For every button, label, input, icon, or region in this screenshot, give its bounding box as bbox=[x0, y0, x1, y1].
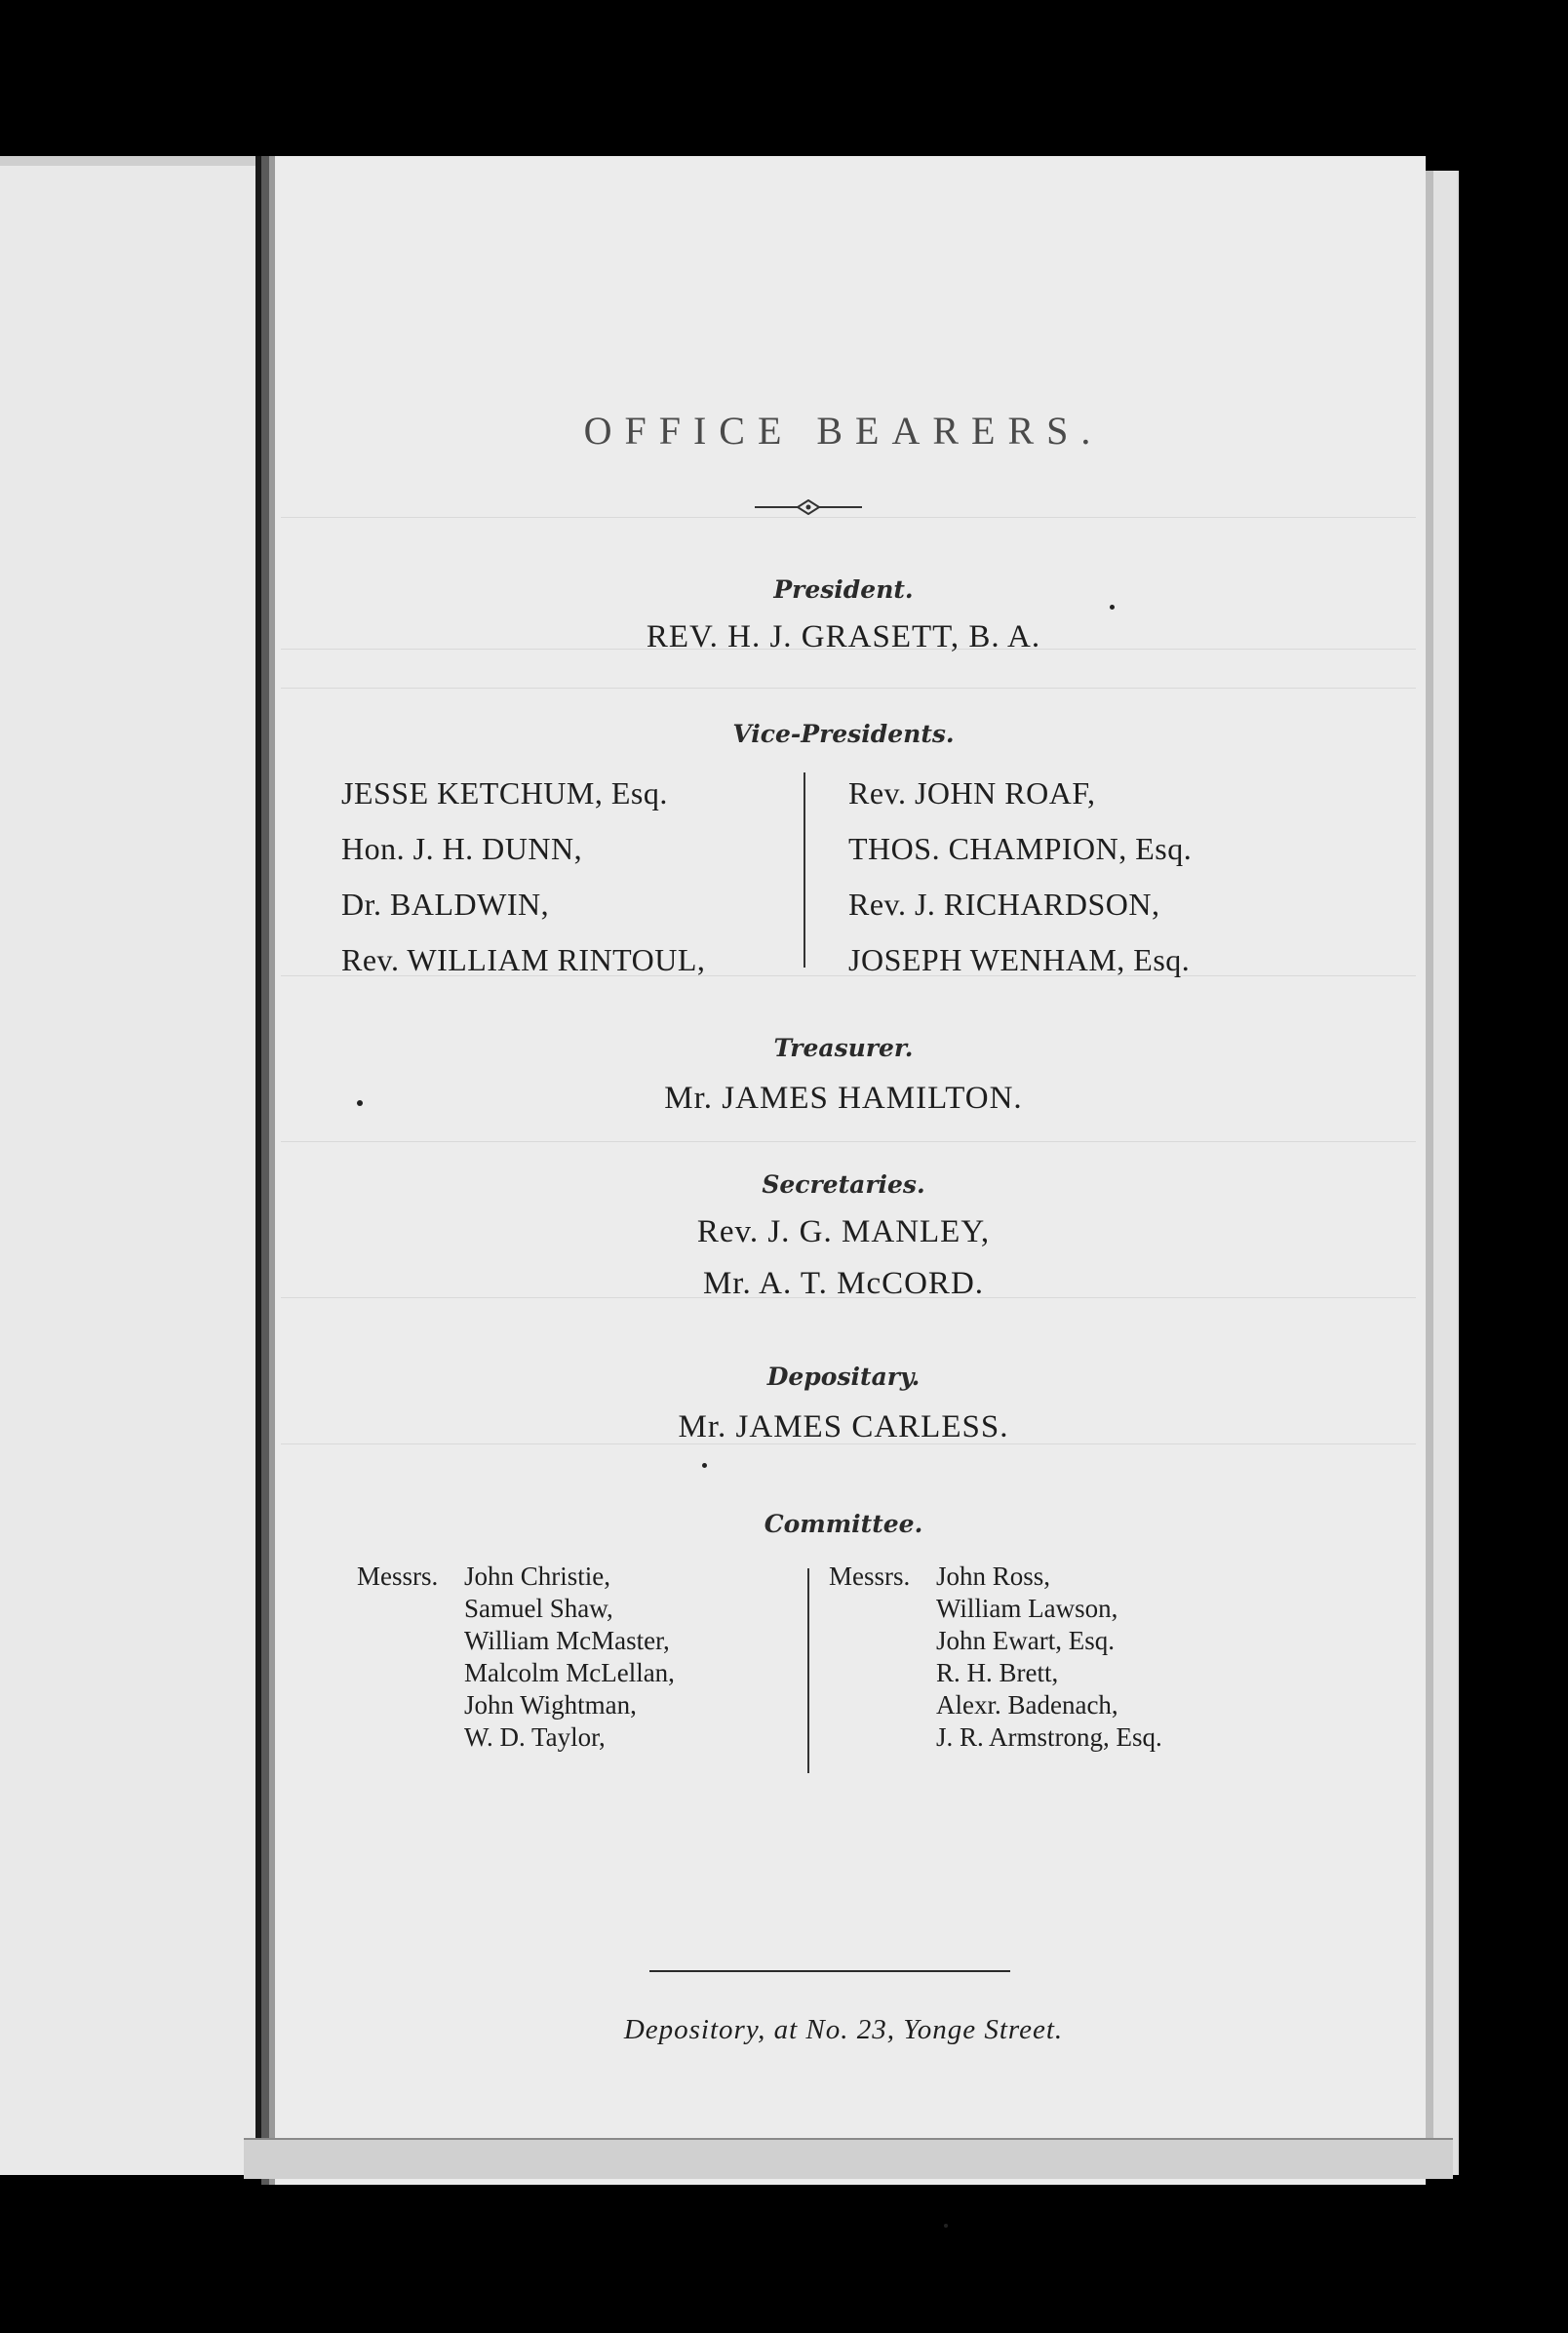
secretary-name: Mr. A. T. McCORD. bbox=[702, 1266, 985, 1301]
committee-label: Committee. bbox=[764, 1510, 923, 1538]
depositary-label: Depositary. bbox=[766, 1363, 921, 1391]
secretary-name: Rev. J. G. MANLEY, bbox=[696, 1214, 991, 1249]
committee-member: R. H. Brett, bbox=[936, 1658, 1059, 1687]
committee-divider bbox=[807, 1568, 809, 1773]
ornament-divider-icon bbox=[755, 499, 862, 515]
page-stack-edge-highlight bbox=[1433, 171, 1457, 2175]
print-speck bbox=[1110, 605, 1115, 610]
vice-president-name: Rev. WILLIAM RINTOUL, bbox=[341, 942, 706, 977]
committee-member: J. R. Armstrong, Esq. bbox=[936, 1722, 1162, 1752]
print-speck bbox=[702, 1463, 707, 1468]
print-speck bbox=[944, 2224, 948, 2228]
vice-president-name: JOSEPH WENHAM, Esq. bbox=[848, 942, 1191, 977]
committee-prefix: Messrs. bbox=[357, 1562, 439, 1591]
left-page-fragment bbox=[0, 156, 261, 2175]
vice-presidents-right-column bbox=[848, 766, 1192, 988]
vice-president-name: Hon. J. H. DUNN, bbox=[341, 831, 583, 866]
committee-prefix: Messrs. bbox=[829, 1562, 911, 1591]
committee-member: William Lawson, bbox=[936, 1594, 1118, 1623]
paper-line bbox=[281, 517, 1416, 518]
committee-member: John Christie, bbox=[464, 1562, 611, 1591]
committee-right-block bbox=[829, 1561, 1268, 1775]
committee-right-names bbox=[936, 1561, 1162, 1754]
left-page-top-edge bbox=[0, 156, 255, 166]
committee-member: John Ross, bbox=[936, 1562, 1051, 1591]
depositary-name: Mr. JAMES CARLESS. bbox=[678, 1409, 1009, 1444]
vice-presidents-label: Vice-Presidents. bbox=[732, 720, 955, 748]
page-heading: OFFICE BEARERS. bbox=[583, 409, 1104, 453]
vice-president-name: THOS. CHAMPION, Esq. bbox=[848, 831, 1193, 866]
vice-president-name: Rev. JOHN ROAF, bbox=[848, 775, 1096, 811]
committee-left-block bbox=[357, 1561, 786, 1775]
committee-left-names bbox=[464, 1561, 675, 1754]
committee-member: Samuel Shaw, bbox=[464, 1594, 613, 1623]
committee-member: Alexr. Badenach, bbox=[936, 1690, 1118, 1720]
secretaries-label: Secretaries. bbox=[762, 1170, 925, 1199]
paper-line bbox=[281, 688, 1416, 689]
footer-text: Depository, at No. 23, Yonge Street. bbox=[623, 2014, 1064, 2045]
committee-member: W. D. Taylor, bbox=[464, 1722, 606, 1752]
president-name: REV. H. J. GRASETT, B. A. bbox=[646, 619, 1041, 654]
treasurer-label: Treasurer. bbox=[773, 1034, 914, 1062]
committee-member: John Ewart, Esq. bbox=[936, 1626, 1115, 1655]
vice-presidents-left-column bbox=[341, 766, 705, 988]
committee-member: William McMaster, bbox=[464, 1626, 670, 1655]
vice-president-name: Rev. J. RICHARDSON, bbox=[848, 887, 1160, 922]
treasurer-name: Mr. JAMES HAMILTON. bbox=[664, 1081, 1023, 1116]
paper-line bbox=[281, 1141, 1416, 1142]
print-speck bbox=[357, 1100, 363, 1106]
footer-rule bbox=[649, 1970, 1010, 1972]
book-bottom-edge bbox=[244, 2138, 1453, 2179]
vice-presidents-divider bbox=[804, 772, 805, 968]
committee-member: Malcolm McLellan, bbox=[464, 1658, 675, 1687]
president-label: President. bbox=[773, 575, 914, 604]
vice-president-name: JESSE KETCHUM, Esq. bbox=[341, 775, 668, 811]
vice-president-name: Dr. BALDWIN, bbox=[341, 887, 550, 922]
committee-member: John Wightman, bbox=[464, 1690, 637, 1720]
document-page bbox=[261, 156, 1426, 2185]
